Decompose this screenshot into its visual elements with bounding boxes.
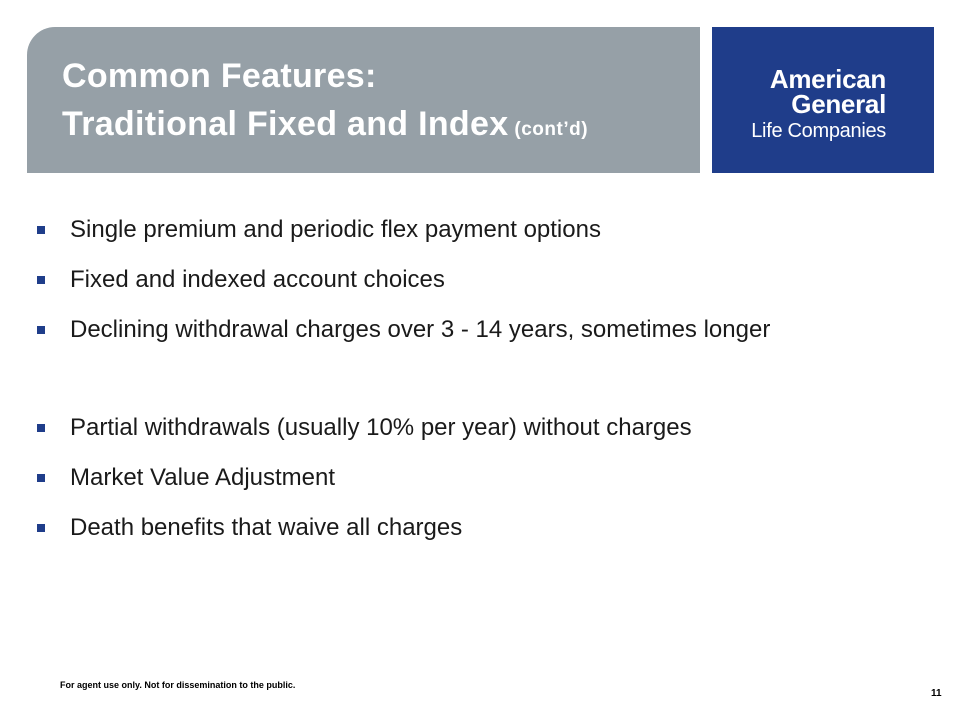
bullet-text: Market Value Adjustment [70,464,336,491]
company-logo [712,27,934,173]
bullet-text: Single premium and periodic flex payment options [70,216,601,243]
square-bullet-icon [37,424,45,432]
logo-text-life-companies: Life Companies [751,120,886,142]
square-bullet-icon [37,326,45,334]
slide-title-line2 [62,105,588,144]
logo-text-general: General [791,89,886,119]
bullet-text: Partial withdrawals (usually 10% per year) without charges [70,414,692,441]
bullet-text: Fixed and indexed account choices [70,266,445,293]
disclaimer-note: For agent use only. Not for dissemination to the public. [60,680,296,690]
slide-title-line1: Common Features: [62,57,377,95]
slide-title-main: Traditional Fixed and Index [62,105,509,143]
title-panel [27,27,700,173]
bullet-text: Death benefits that waive all charges [70,514,463,541]
bullet-text: Declining withdrawal charges over 3 - 14 years, sometimes longer [70,316,771,343]
page-number: 11 [931,688,942,699]
slide-title-suffix: (cont’d) [514,119,589,140]
square-bullet-icon [37,226,45,234]
square-bullet-icon [37,524,45,532]
logo-text-american: American [769,64,886,94]
square-bullet-icon [37,474,45,482]
square-bullet-icon [37,276,45,284]
